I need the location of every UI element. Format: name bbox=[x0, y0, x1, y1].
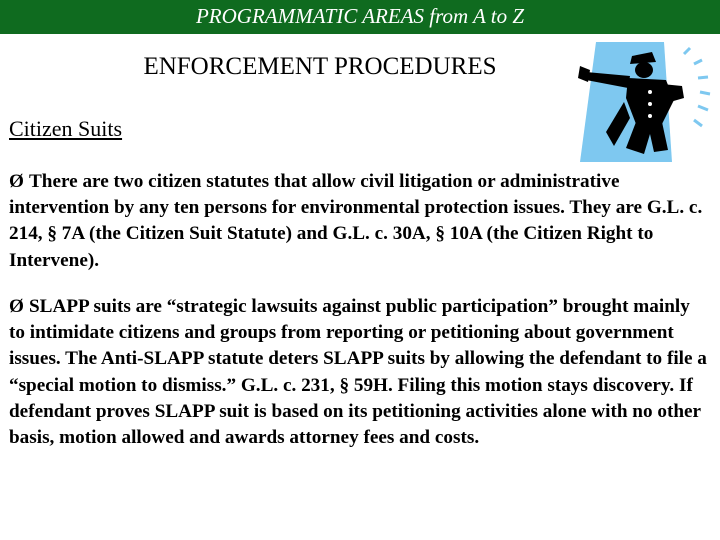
arrow-bullet-icon: Ø bbox=[9, 171, 24, 192]
bullet-item bbox=[9, 169, 709, 274]
bullet-item bbox=[9, 294, 709, 451]
banner-title: PROGRAMMATIC AREAS from A to Z bbox=[195, 4, 524, 28]
officer-with-whistle-icon bbox=[566, 42, 720, 162]
arrow-bullet-icon: Ø bbox=[9, 296, 24, 317]
title-banner bbox=[0, 0, 720, 34]
bullet-text: SLAPP suits are “strategic lawsuits against public participation” brought mainly to intimidate citizens and groups from reporting or petitioning about government issues. The Anti-SLAPP statute deters SLAPP suits by allowing the defendant to file a “special motion to dismiss.” G.L. c. 231, § 59H. Filing this motion stays discovery. If defendant proves SLAPP suit is based on its petitioning activities alone with no other basis, motion allowed and awards attorney fees and costs. bbox=[9, 296, 707, 449]
slide-subheading: Citizen Suits bbox=[9, 116, 123, 141]
slide-heading: ENFORCEMENT PROCEDURES bbox=[143, 53, 497, 80]
bullet-text: There are two citizen statutes that allow civil litigation or administrative intervention by any ten persons for environmental protection issues. They are G.L. c. 214, § 7A (the Citizen Suit Statute) and G.L. c. 30A, § 10A (the Citizen Right to Intervene). bbox=[9, 171, 703, 271]
